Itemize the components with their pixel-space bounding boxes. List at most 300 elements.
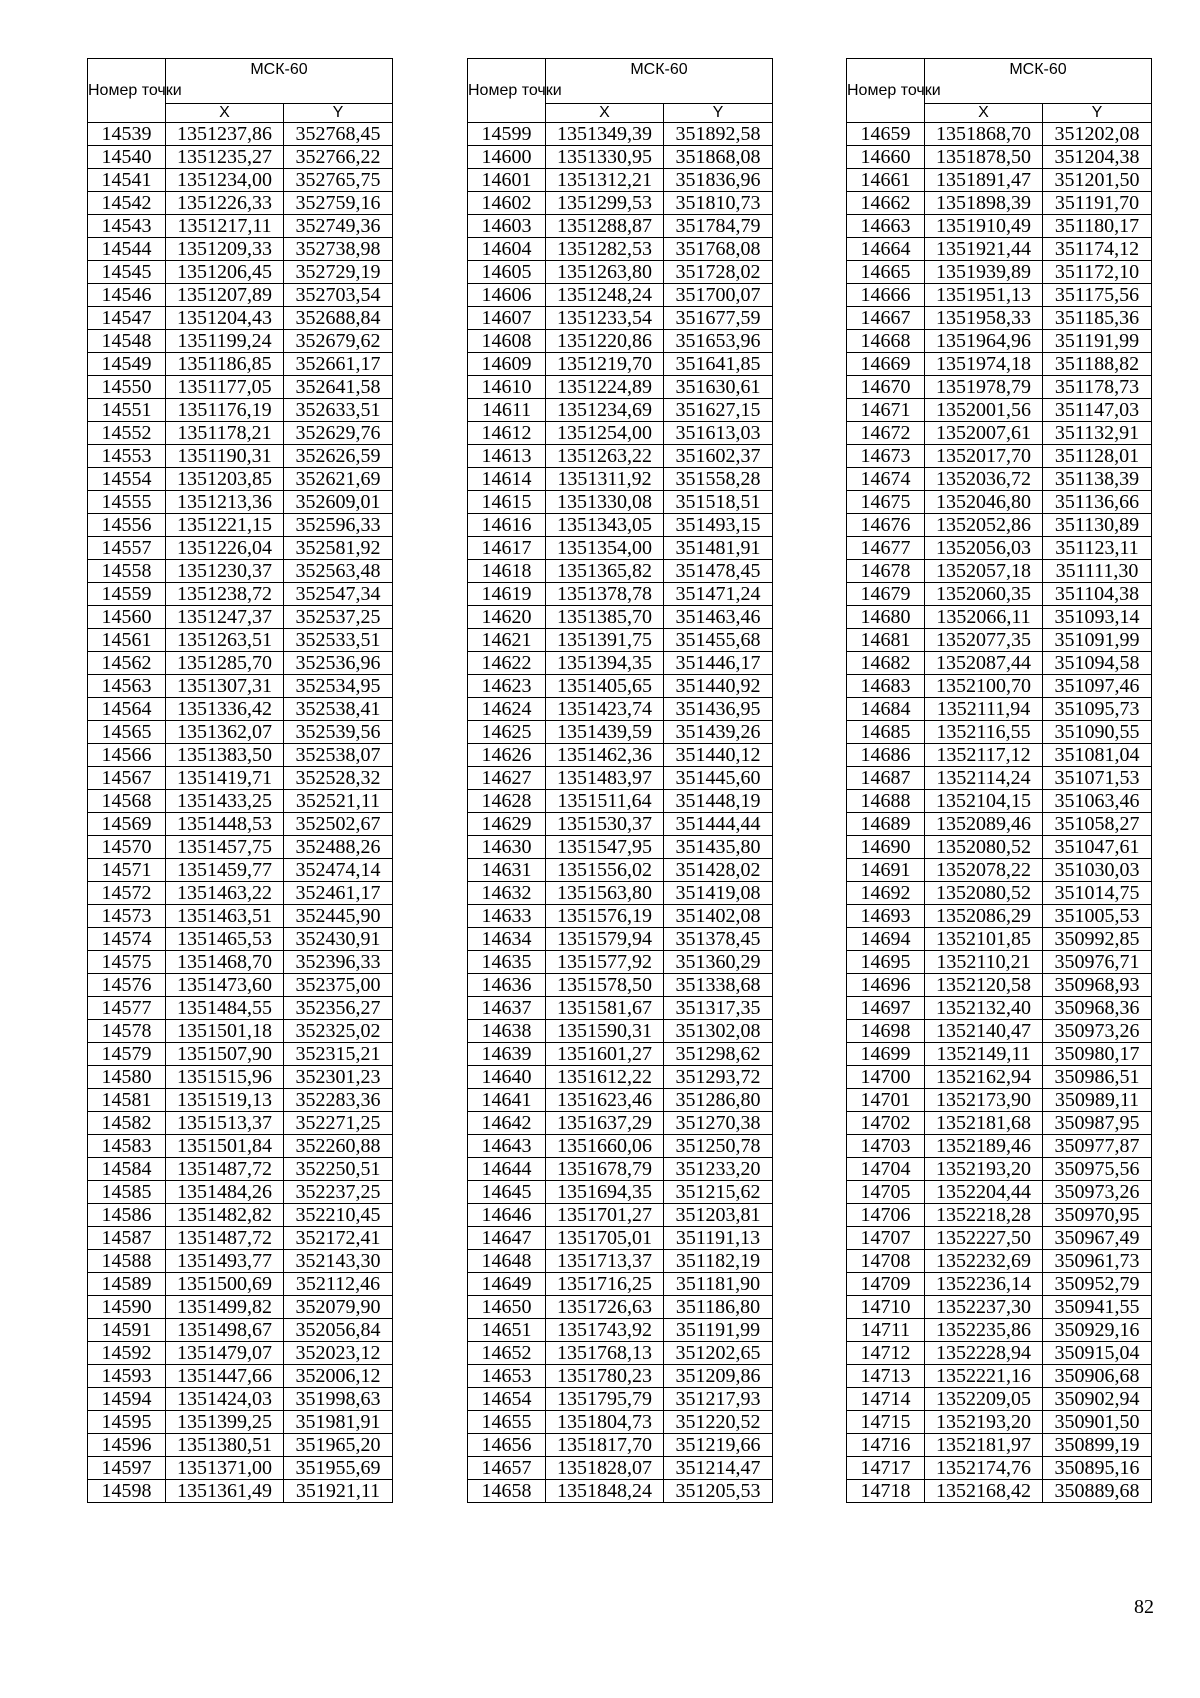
point-number-cell: 14623: [468, 675, 546, 698]
x-coordinate-cell: 1351226,04: [166, 537, 284, 560]
point-number-cell: 14557: [88, 537, 166, 560]
point-number-cell: 14669: [847, 353, 925, 376]
point-number-cell: 14609: [468, 353, 546, 376]
x-coordinate-cell: 1352227,50: [925, 1227, 1043, 1250]
x-coordinate-cell: 1351206,45: [166, 261, 284, 284]
y-coordinate-cell: 352325,02: [284, 1020, 393, 1043]
y-coordinate-cell: 352237,25: [284, 1181, 393, 1204]
table-row: [88, 468, 393, 491]
table-row: [88, 1434, 393, 1457]
y-coordinate-cell: 352703,54: [284, 284, 393, 307]
table-row: [468, 1158, 773, 1181]
table-row: [847, 675, 1152, 698]
point-number-cell: 14554: [88, 468, 166, 491]
point-number-cell: 14714: [847, 1388, 925, 1411]
x-coordinate-cell: 1351780,23: [546, 1365, 664, 1388]
x-coordinate-cell: 1352101,85: [925, 928, 1043, 951]
point-number-cell: 14658: [468, 1480, 546, 1503]
point-number-cell: 14711: [847, 1319, 925, 1342]
table-row: [468, 307, 773, 330]
y-coordinate-cell: 351270,38: [664, 1112, 773, 1135]
y-coordinate-cell: 350973,26: [1043, 1181, 1152, 1204]
point-number-cell: 14543: [88, 215, 166, 238]
y-coordinate-cell: 351440,92: [664, 675, 773, 698]
table-row: [847, 721, 1152, 744]
point-number-cell: 14582: [88, 1112, 166, 1135]
x-coordinate-cell: 1351299,53: [546, 192, 664, 215]
table-row: [88, 284, 393, 307]
point-number-cell: 14584: [88, 1158, 166, 1181]
point-number-cell: 14641: [468, 1089, 546, 1112]
x-coordinate-cell: 1351713,37: [546, 1250, 664, 1273]
y-coordinate-cell: 352633,51: [284, 399, 393, 422]
point-number-cell: 14695: [847, 951, 925, 974]
x-coordinate-cell: 1352060,35: [925, 583, 1043, 606]
table-row: [847, 1112, 1152, 1135]
point-number-cell: 14564: [88, 698, 166, 721]
x-coordinate-cell: 1351234,69: [546, 399, 664, 422]
table-row: [468, 813, 773, 836]
y-coordinate-cell: 351181,90: [664, 1273, 773, 1296]
point-number-cell: 14613: [468, 445, 546, 468]
point-number-cell: 14548: [88, 330, 166, 353]
table-row: [468, 974, 773, 997]
point-number-cell: 14656: [468, 1434, 546, 1457]
point-number-cell: 14592: [88, 1342, 166, 1365]
table-row: [88, 1250, 393, 1273]
table-row: [847, 330, 1152, 353]
y-coordinate-cell: 351448,19: [664, 790, 773, 813]
table-row: [88, 928, 393, 951]
table-row: [88, 744, 393, 767]
x-coordinate-cell: 1351439,59: [546, 721, 664, 744]
point-number-cell: 14617: [468, 537, 546, 560]
point-number-cell: 14578: [88, 1020, 166, 1043]
table-row: [468, 583, 773, 606]
x-coordinate-cell: 1352110,21: [925, 951, 1043, 974]
x-coordinate-cell: 1351254,00: [546, 422, 664, 445]
y-coordinate-cell: 351047,61: [1043, 836, 1152, 859]
table-row: [468, 192, 773, 215]
y-coordinate-cell: 350895,16: [1043, 1457, 1152, 1480]
point-number-cell: 14572: [88, 882, 166, 905]
y-coordinate-cell: 352626,59: [284, 445, 393, 468]
x-coordinate-cell: 1351237,86: [166, 123, 284, 146]
y-header: Y: [664, 104, 773, 123]
point-number-cell: 14671: [847, 399, 925, 422]
table-row: [88, 1227, 393, 1250]
x-coordinate-cell: 1351383,50: [166, 744, 284, 767]
point-number-cell: 14692: [847, 882, 925, 905]
y-coordinate-cell: 351478,45: [664, 560, 773, 583]
x-coordinate-cell: 1351221,15: [166, 514, 284, 537]
point-number-cell: 14575: [88, 951, 166, 974]
x-coordinate-cell: 1351365,82: [546, 560, 664, 583]
y-coordinate-cell: 351097,46: [1043, 675, 1152, 698]
point-number-cell: 14667: [847, 307, 925, 330]
point-number-cell: 14601: [468, 169, 546, 192]
table-row: [847, 997, 1152, 1020]
table-row: [88, 951, 393, 974]
y-coordinate-cell: 351402,08: [664, 905, 773, 928]
table-row: [847, 1227, 1152, 1250]
table-row: [88, 1480, 393, 1503]
y-coordinate-cell: 351455,68: [664, 629, 773, 652]
table-row: [468, 606, 773, 629]
x-coordinate-cell: 1352174,76: [925, 1457, 1043, 1480]
table-row: [468, 169, 773, 192]
table-row: [847, 928, 1152, 951]
x-coordinate-cell: 1351457,75: [166, 836, 284, 859]
y-coordinate-cell: 351191,70: [1043, 192, 1152, 215]
point-number-cell: 14673: [847, 445, 925, 468]
y-coordinate-cell: 352260,88: [284, 1135, 393, 1158]
table-row: [88, 1020, 393, 1043]
x-coordinate-cell: 1351487,72: [166, 1227, 284, 1250]
point-number-cell: 14559: [88, 583, 166, 606]
y-coordinate-cell: 350970,95: [1043, 1204, 1152, 1227]
x-coordinate-cell: 1351974,18: [925, 353, 1043, 376]
table-row: [847, 422, 1152, 445]
table-row: [847, 629, 1152, 652]
point-number-cell: 14552: [88, 422, 166, 445]
point-number-cell: 14628: [468, 790, 546, 813]
table-row: [847, 698, 1152, 721]
y-coordinate-cell: 351209,86: [664, 1365, 773, 1388]
y-coordinate-cell: 350961,73: [1043, 1250, 1152, 1273]
x-coordinate-cell: 1351768,13: [546, 1342, 664, 1365]
y-coordinate-cell: 351602,37: [664, 445, 773, 468]
x-coordinate-cell: 1351447,66: [166, 1365, 284, 1388]
x-coordinate-cell: 1352204,44: [925, 1181, 1043, 1204]
y-coordinate-cell: 352547,34: [284, 583, 393, 606]
y-coordinate-cell: 352661,17: [284, 353, 393, 376]
x-header: X: [546, 104, 664, 123]
x-coordinate-cell: 1351515,96: [166, 1066, 284, 1089]
table-row: [468, 1135, 773, 1158]
point-number-cell: 14689: [847, 813, 925, 836]
y-header: Y: [1043, 104, 1152, 123]
x-coordinate-cell: 1351465,53: [166, 928, 284, 951]
y-coordinate-cell: 351095,73: [1043, 698, 1152, 721]
table-row: [88, 1342, 393, 1365]
x-header: X: [925, 104, 1043, 123]
point-number-cell: 14685: [847, 721, 925, 744]
table-row: [468, 1020, 773, 1043]
table-row: [847, 1480, 1152, 1503]
point-number-cell: 14704: [847, 1158, 925, 1181]
coordinate-system-header: МСК-60: [546, 59, 773, 104]
point-number-cell: 14615: [468, 491, 546, 514]
table-row: [847, 537, 1152, 560]
table-row: [468, 1273, 773, 1296]
table-row: [847, 744, 1152, 767]
x-coordinate-cell: 1352132,40: [925, 997, 1043, 1020]
point-number-cell: 14603: [468, 215, 546, 238]
y-coordinate-cell: 351768,08: [664, 238, 773, 261]
table-row: [88, 1365, 393, 1388]
table-row: [468, 123, 773, 146]
y-coordinate-cell: 352538,41: [284, 698, 393, 721]
table-row: [88, 537, 393, 560]
y-coordinate-cell: 351202,65: [664, 1342, 773, 1365]
point-number-cell: 14573: [88, 905, 166, 928]
table-row: [847, 491, 1152, 514]
y-coordinate-cell: 352534,95: [284, 675, 393, 698]
y-coordinate-cell: 352766,22: [284, 146, 393, 169]
table-row: [88, 1158, 393, 1181]
point-number-cell: 14568: [88, 790, 166, 813]
x-coordinate-cell: 1352149,11: [925, 1043, 1043, 1066]
table-row: [468, 399, 773, 422]
table-row: [88, 905, 393, 928]
table-row: [847, 1434, 1152, 1457]
x-coordinate-cell: 1351637,29: [546, 1112, 664, 1135]
x-coordinate-cell: 1352078,22: [925, 859, 1043, 882]
table-row: [88, 1411, 393, 1434]
x-header: X: [166, 104, 284, 123]
x-coordinate-cell: 1352089,46: [925, 813, 1043, 836]
x-coordinate-cell: 1351530,37: [546, 813, 664, 836]
x-coordinate-cell: 1351678,79: [546, 1158, 664, 1181]
coordinate-system-header: МСК-60: [925, 59, 1152, 104]
table-row: [847, 284, 1152, 307]
table-row: [88, 675, 393, 698]
table-row: [468, 859, 773, 882]
y-coordinate-cell: 352474,14: [284, 859, 393, 882]
point-number-header: Номер точки: [468, 59, 546, 123]
y-coordinate-cell: 351677,59: [664, 307, 773, 330]
y-coordinate-cell: 351174,12: [1043, 238, 1152, 261]
table-row: [468, 1227, 773, 1250]
y-coordinate-cell: 351998,63: [284, 1388, 393, 1411]
table-row: [847, 468, 1152, 491]
table-row: [468, 1204, 773, 1227]
x-coordinate-cell: 1351419,71: [166, 767, 284, 790]
point-number-cell: 14577: [88, 997, 166, 1020]
y-coordinate-cell: 352533,51: [284, 629, 393, 652]
y-coordinate-cell: 352079,90: [284, 1296, 393, 1319]
y-coordinate-cell: 351188,82: [1043, 353, 1152, 376]
x-coordinate-cell: 1351230,37: [166, 560, 284, 583]
point-number-cell: 14683: [847, 675, 925, 698]
y-coordinate-cell: 351233,20: [664, 1158, 773, 1181]
y-coordinate-cell: 351471,24: [664, 583, 773, 606]
x-coordinate-cell: 1351501,84: [166, 1135, 284, 1158]
table-row: [88, 376, 393, 399]
point-number-cell: 14644: [468, 1158, 546, 1181]
point-number-cell: 14633: [468, 905, 546, 928]
x-coordinate-cell: 1352114,24: [925, 767, 1043, 790]
point-number-cell: 14663: [847, 215, 925, 238]
table-row: [847, 1273, 1152, 1296]
x-coordinate-cell: 1352077,35: [925, 629, 1043, 652]
y-coordinate-cell: 351104,38: [1043, 583, 1152, 606]
y-coordinate-cell: 351965,20: [284, 1434, 393, 1457]
table-row: [847, 192, 1152, 215]
x-coordinate-cell: 1352117,12: [925, 744, 1043, 767]
point-number-cell: 14659: [847, 123, 925, 146]
x-coordinate-cell: 1351507,90: [166, 1043, 284, 1066]
x-coordinate-cell: 1352086,29: [925, 905, 1043, 928]
table-row: [468, 744, 773, 767]
y-coordinate-cell: 351892,58: [664, 123, 773, 146]
point-number-cell: 14604: [468, 238, 546, 261]
table-row: [468, 1480, 773, 1503]
table-row: [847, 1158, 1152, 1181]
point-number-cell: 14558: [88, 560, 166, 583]
point-number-cell: 14666: [847, 284, 925, 307]
x-coordinate-cell: 1352036,72: [925, 468, 1043, 491]
x-coordinate-cell: 1352162,94: [925, 1066, 1043, 1089]
table-row: [468, 215, 773, 238]
table-row: [468, 146, 773, 169]
point-number-cell: 14717: [847, 1457, 925, 1480]
y-coordinate-cell: 352749,36: [284, 215, 393, 238]
point-number-cell: 14681: [847, 629, 925, 652]
point-number-cell: 14693: [847, 905, 925, 928]
y-coordinate-cell: 351630,61: [664, 376, 773, 399]
x-coordinate-cell: 1351433,25: [166, 790, 284, 813]
y-coordinate-cell: 351298,62: [664, 1043, 773, 1066]
table-row: [847, 307, 1152, 330]
point-number-cell: 14676: [847, 514, 925, 537]
point-number-cell: 14639: [468, 1043, 546, 1066]
y-coordinate-cell: 351627,15: [664, 399, 773, 422]
table-row: [88, 261, 393, 284]
point-number-cell: 14607: [468, 307, 546, 330]
table-row: [88, 767, 393, 790]
point-number-cell: 14684: [847, 698, 925, 721]
y-coordinate-cell: 351445,60: [664, 767, 773, 790]
point-number-cell: 14651: [468, 1319, 546, 1342]
y-coordinate-cell: 351030,03: [1043, 859, 1152, 882]
y-coordinate-cell: 351440,12: [664, 744, 773, 767]
point-number-header: Номер точки: [847, 59, 925, 123]
table-row: [847, 1457, 1152, 1480]
x-coordinate-cell: 1351405,65: [546, 675, 664, 698]
point-number-cell: 14618: [468, 560, 546, 583]
x-coordinate-cell: 1351349,39: [546, 123, 664, 146]
point-number-cell: 14637: [468, 997, 546, 1020]
point-number-cell: 14687: [847, 767, 925, 790]
x-coordinate-cell: 1351385,70: [546, 606, 664, 629]
y-coordinate-cell: 351204,38: [1043, 146, 1152, 169]
point-number-cell: 14710: [847, 1296, 925, 1319]
point-number-cell: 14553: [88, 445, 166, 468]
point-number-cell: 14544: [88, 238, 166, 261]
x-coordinate-cell: 1351399,25: [166, 1411, 284, 1434]
x-coordinate-cell: 1351213,36: [166, 491, 284, 514]
point-number-cell: 14642: [468, 1112, 546, 1135]
point-number-cell: 14698: [847, 1020, 925, 1043]
table-row: [88, 399, 393, 422]
point-number-cell: 14590: [88, 1296, 166, 1319]
x-coordinate-cell: 1351247,37: [166, 606, 284, 629]
y-coordinate-cell: 351191,99: [1043, 330, 1152, 353]
y-coordinate-cell: 352521,11: [284, 790, 393, 813]
table-row: [847, 1135, 1152, 1158]
point-number-cell: 14640: [468, 1066, 546, 1089]
y-coordinate-cell: 351111,30: [1043, 560, 1152, 583]
x-coordinate-cell: 1351848,24: [546, 1480, 664, 1503]
point-number-cell: 14606: [468, 284, 546, 307]
table-row: [468, 882, 773, 905]
x-coordinate-cell: 1351362,07: [166, 721, 284, 744]
y-coordinate-cell: 350902,94: [1043, 1388, 1152, 1411]
table-row: [468, 238, 773, 261]
table-row: [847, 514, 1152, 537]
table-row: [468, 1112, 773, 1135]
y-coordinate-cell: 351338,68: [664, 974, 773, 997]
table-row: [847, 1411, 1152, 1434]
table-row: [847, 859, 1152, 882]
point-number-cell: 14703: [847, 1135, 925, 1158]
table-row: [847, 1250, 1152, 1273]
y-coordinate-cell: 352738,98: [284, 238, 393, 261]
point-number-cell: 14593: [88, 1365, 166, 1388]
y-coordinate-cell: 350989,11: [1043, 1089, 1152, 1112]
y-coordinate-cell: 350975,56: [1043, 1158, 1152, 1181]
table-row: [468, 376, 773, 399]
table-row: [847, 882, 1152, 905]
table-row: [88, 721, 393, 744]
y-coordinate-cell: 351219,66: [664, 1434, 773, 1457]
x-coordinate-cell: 1352193,20: [925, 1411, 1043, 1434]
point-number-cell: 14670: [847, 376, 925, 399]
y-coordinate-cell: 351428,02: [664, 859, 773, 882]
point-number-cell: 14589: [88, 1273, 166, 1296]
y-coordinate-cell: 352679,62: [284, 330, 393, 353]
table-row: [847, 813, 1152, 836]
y-coordinate-cell: 351728,02: [664, 261, 773, 284]
table-row: [88, 1319, 393, 1342]
point-number-cell: 14560: [88, 606, 166, 629]
y-coordinate-cell: 352430,91: [284, 928, 393, 951]
y-coordinate-cell: 352283,36: [284, 1089, 393, 1112]
point-number-cell: 14686: [847, 744, 925, 767]
point-number-cell: 14608: [468, 330, 546, 353]
x-coordinate-cell: 1351483,97: [546, 767, 664, 790]
x-coordinate-cell: 1351394,35: [546, 652, 664, 675]
y-coordinate-cell: 352112,46: [284, 1273, 393, 1296]
x-coordinate-cell: 1352237,30: [925, 1296, 1043, 1319]
y-coordinate-cell: 352396,33: [284, 951, 393, 974]
point-number-cell: 14634: [468, 928, 546, 951]
table-row: [88, 997, 393, 1020]
table-row: [88, 1388, 393, 1411]
table-row: [88, 1066, 393, 1089]
x-coordinate-cell: 1352111,94: [925, 698, 1043, 721]
x-coordinate-cell: 1351343,05: [546, 514, 664, 537]
table-row: [847, 399, 1152, 422]
point-number-cell: 14599: [468, 123, 546, 146]
x-coordinate-cell: 1351511,64: [546, 790, 664, 813]
point-number-cell: 14694: [847, 928, 925, 951]
x-coordinate-cell: 1352236,14: [925, 1273, 1043, 1296]
x-coordinate-cell: 1351459,77: [166, 859, 284, 882]
table-row: [88, 491, 393, 514]
x-coordinate-cell: 1351423,74: [546, 698, 664, 721]
y-coordinate-cell: 351132,91: [1043, 422, 1152, 445]
point-number-cell: 14679: [847, 583, 925, 606]
point-number-cell: 14627: [468, 767, 546, 790]
y-coordinate-cell: 351172,10: [1043, 261, 1152, 284]
table-row: [468, 1411, 773, 1434]
y-coordinate-cell: 350992,85: [1043, 928, 1152, 951]
table-row: [468, 1434, 773, 1457]
x-coordinate-cell: 1351498,67: [166, 1319, 284, 1342]
